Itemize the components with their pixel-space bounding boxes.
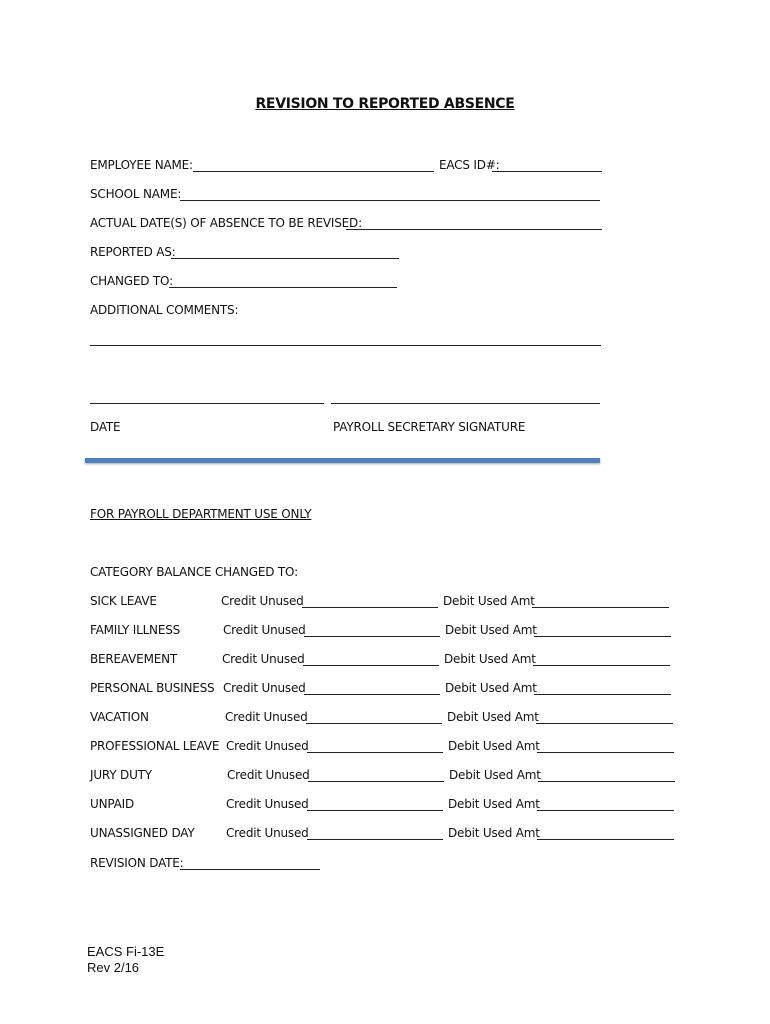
credit-unused-field[interactable] [308, 781, 444, 782]
debit-used-field[interactable] [537, 752, 674, 753]
reported-as-label: REPORTED AS: [90, 245, 176, 259]
debit-used-field[interactable] [536, 723, 673, 724]
category-balance-label: CATEGORY BALANCE CHANGED TO: [90, 565, 298, 579]
payroll-section-heading: FOR PAYROLL DEPARTMENT USE ONLY [90, 507, 312, 521]
category-label: FAMILY ILLNESS [90, 623, 181, 637]
credit-unused-field[interactable] [304, 694, 440, 695]
debit-used-field[interactable] [538, 781, 675, 782]
form-code: EACS Fi-13E [87, 944, 165, 959]
credit-unused-label: Credit Unused [221, 594, 304, 608]
debit-used-field[interactable] [537, 839, 674, 840]
debit-used-field[interactable] [532, 607, 669, 608]
actual-dates-label: ACTUAL DATE(S) OF ABSENCE TO BE REVISED: [90, 216, 362, 230]
debit-used-field[interactable] [534, 694, 671, 695]
credit-unused-label: Credit Unused [226, 797, 309, 811]
credit-unused-field[interactable] [303, 665, 439, 666]
debit-used-label: Debit Used Amt [445, 681, 537, 695]
section-divider [85, 458, 600, 463]
debit-used-field[interactable] [537, 810, 674, 811]
category-label: JURY DUTY [90, 768, 152, 782]
credit-unused-label: Credit Unused [225, 710, 308, 724]
credit-unused-label: Credit Unused [223, 623, 306, 637]
debit-used-label: Debit Used Amt [447, 710, 539, 724]
additional-comments-field[interactable] [90, 345, 601, 346]
debit-used-field[interactable] [533, 665, 670, 666]
debit-used-label: Debit Used Amt [449, 768, 541, 782]
eacs-id-field[interactable] [492, 171, 602, 172]
school-name-field[interactable] [180, 200, 600, 201]
date-label: DATE [90, 420, 121, 434]
debit-used-label: Debit Used Amt [443, 594, 535, 608]
changed-to-field[interactable] [169, 287, 397, 288]
revision-date-label: REVISION DATE: [90, 856, 184, 870]
credit-unused-field[interactable] [302, 607, 438, 608]
category-label: PERSONAL BUSINESS [90, 681, 215, 695]
debit-used-label: Debit Used Amt [444, 652, 536, 666]
category-label: BEREAVEMENT [90, 652, 178, 666]
credit-unused-field[interactable] [307, 810, 443, 811]
debit-used-label: Debit Used Amt [448, 739, 540, 753]
additional-comments-label: ADDITIONAL COMMENTS: [90, 303, 239, 317]
debit-used-label: Debit Used Amt [448, 826, 540, 840]
employee-name-field[interactable] [193, 171, 434, 172]
category-label: PROFESSIONAL LEAVE [90, 739, 220, 753]
category-label: UNASSIGNED DAY [90, 826, 195, 840]
eacs-id-label: EACS ID#: [439, 158, 500, 172]
date-field[interactable] [90, 403, 324, 404]
reported-as-field[interactable] [171, 258, 399, 259]
credit-unused-label: Credit Unused [222, 652, 305, 666]
credit-unused-label: Credit Unused [227, 768, 310, 782]
credit-unused-field[interactable] [307, 839, 443, 840]
debit-used-label: Debit Used Amt [445, 623, 537, 637]
credit-unused-field[interactable] [306, 723, 442, 724]
payroll-signature-label: PAYROLL SECRETARY SIGNATURE [333, 420, 526, 434]
credit-unused-field[interactable] [307, 752, 443, 753]
actual-dates-field[interactable] [346, 229, 602, 230]
employee-name-label: EMPLOYEE NAME: [90, 158, 193, 172]
credit-unused-label: Credit Unused [226, 739, 309, 753]
debit-used-field[interactable] [534, 636, 671, 637]
form-revision: Rev 2/16 [87, 960, 140, 975]
credit-unused-label: Credit Unused [223, 681, 306, 695]
category-label: UNPAID [90, 797, 135, 811]
school-name-label: SCHOOL NAME: [90, 187, 182, 201]
payroll-signature-field[interactable] [331, 403, 600, 404]
credit-unused-field[interactable] [304, 636, 440, 637]
revision-date-field[interactable] [180, 869, 320, 870]
form-title: REVISION TO REPORTED ABSENCE [255, 96, 515, 112]
category-label: SICK LEAVE [90, 594, 157, 608]
changed-to-label: CHANGED TO: [90, 274, 173, 288]
credit-unused-label: Credit Unused [226, 826, 309, 840]
category-label: VACATION [90, 710, 149, 724]
debit-used-label: Debit Used Amt [448, 797, 540, 811]
